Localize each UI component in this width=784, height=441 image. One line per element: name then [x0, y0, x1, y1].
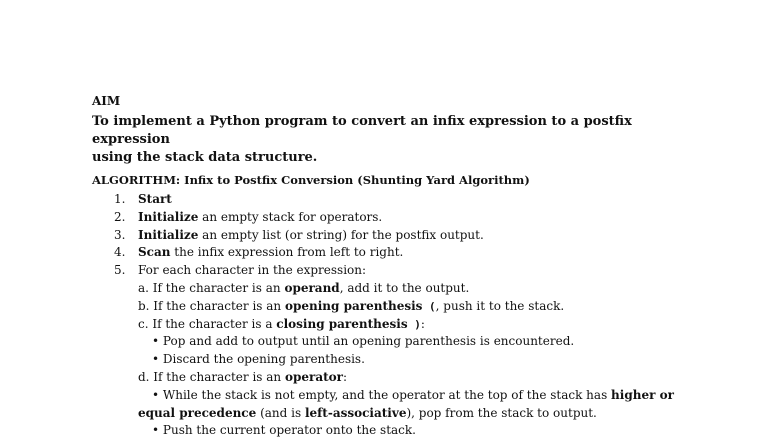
step-number: 1. — [114, 192, 126, 206]
step-4: 4. Scan the infix expression from left to right. — [92, 244, 732, 262]
algorithm-steps — [92, 191, 732, 440]
step-5 — [92, 262, 732, 280]
step-keyword: Initialize — [138, 227, 199, 242]
substep-a: a. If the character is an operand, add it to the output. — [138, 280, 470, 295]
substep-c: c. If the character is a closing parenthesis ): — [138, 316, 425, 331]
step-2: 2. Initialize an empty stack for operators. — [92, 209, 732, 227]
bullet-c1: • Pop and add to output until an opening parenthesis is encountered. — [152, 334, 575, 349]
step-number: 5. — [114, 263, 126, 278]
bullet-c2: • Discard the opening parenthesis. — [152, 352, 365, 367]
step-number: 4. — [114, 245, 126, 260]
aim-heading: AIM — [92, 94, 121, 108]
aim-line-1: To implement a Python program to convert an infix expression to a postfix expression — [92, 114, 632, 147]
close-paren-code: ) — [407, 317, 421, 331]
step-text: For each character in the expression: — [138, 263, 367, 278]
aim-line-2: using the stack data structure. — [92, 150, 318, 165]
bullet-d1: • While the stack is not empty, and the operator at the top of the stack has higher or — [152, 387, 674, 402]
step-3: 3. Initialize an empty list (or string) for the postfix output. — [92, 227, 732, 245]
bullet-d2: • Push the current operator onto the stack. — [152, 423, 416, 438]
step-1 — [92, 191, 732, 209]
open-paren-code: ( — [422, 299, 436, 313]
step-keyword: Start — [138, 192, 172, 206]
algorithm-heading: ALGORITHM: Infix to Postfix Conversion (Shunting Yard Algorithm) — [92, 173, 530, 187]
step-number: 3. — [114, 227, 126, 242]
bullet-d1-continued: equal precedence (and is left-associative), pop from the stack to output. — [138, 405, 597, 420]
substep-d: d. If the character is an operator: — [138, 369, 348, 384]
step-number: 2. — [114, 209, 126, 224]
substep-b: b. If the character is an opening parenthesis (, push it to the stack. — [138, 298, 565, 313]
step-keyword: Initialize — [138, 209, 199, 224]
aim-statement — [92, 113, 692, 167]
step-keyword: Scan — [138, 245, 171, 260]
